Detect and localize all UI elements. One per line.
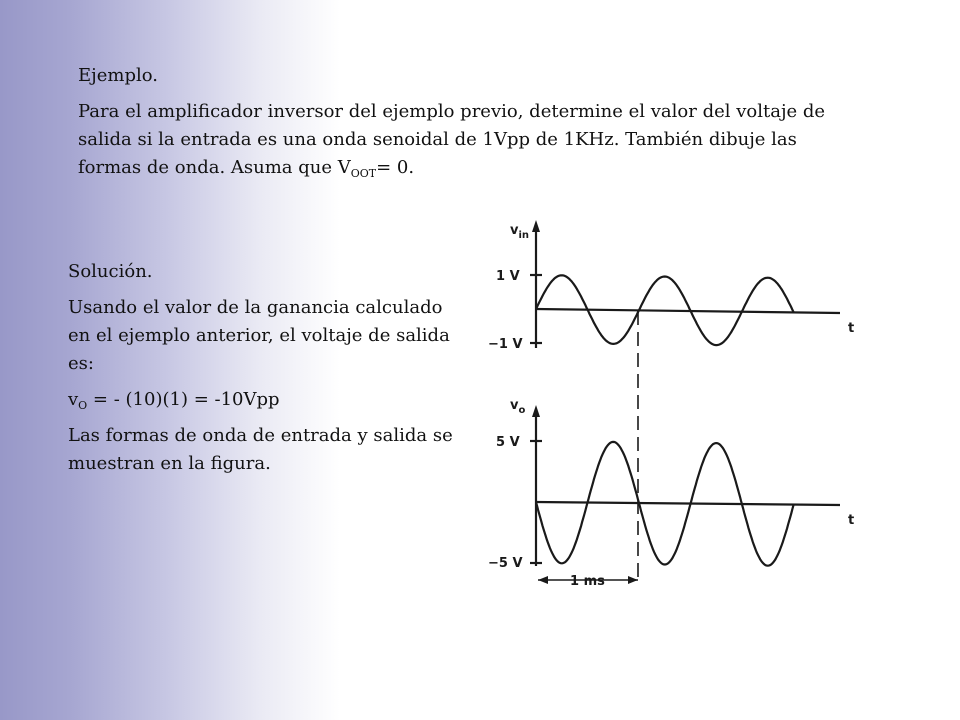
voot-subscript: OOT	[350, 167, 377, 180]
solution-heading: Solución.	[68, 261, 153, 282]
output-axis-label: $v_o$	[510, 398, 526, 416]
waveform-figure	[478, 208, 878, 598]
output-neg-label: −5 V	[488, 556, 523, 571]
output-time-axis	[536, 502, 840, 505]
period-label: 1 ms	[570, 574, 605, 589]
input-t-label: t	[848, 321, 855, 336]
period-arrow-right	[628, 576, 638, 584]
input-pos-label: 1 V	[496, 269, 520, 284]
input-time-axis	[536, 309, 840, 313]
vo-subscript: O	[78, 399, 88, 412]
input-axis-label: $v_{in}$	[510, 223, 530, 241]
example-heading: Ejemplo.	[78, 65, 158, 86]
input-neg-label: −1 V	[488, 337, 523, 352]
output-pos-label: 5 V	[496, 435, 520, 450]
example-statement: Para el amplificador inversor del ejemplo previo, determine el valor del voltaje de salida si la entrada es una onda senoidal de 1Vpp de 1KHz. También dibuje las formas de onda. Asuma que $V_{OOT}= 0$.	[78, 101, 826, 180]
solution-closing: Las formas de onda de entrada y salida se muestran en la figura.	[68, 425, 453, 474]
solution-section	[68, 258, 460, 486]
output-axis-arrow	[532, 405, 540, 417]
period-arrow-left	[538, 576, 548, 584]
output-t-label: t	[848, 513, 855, 528]
solution-formula: $v_O$ = - (10)(1) = -10Vpp	[68, 389, 280, 412]
example-section	[78, 62, 848, 190]
input-axis-arrow	[532, 220, 540, 232]
solution-paragraph: Usando el valor de la ganancia calculado en el ejemplo anterior, el voltaje de salida es:	[68, 297, 450, 374]
